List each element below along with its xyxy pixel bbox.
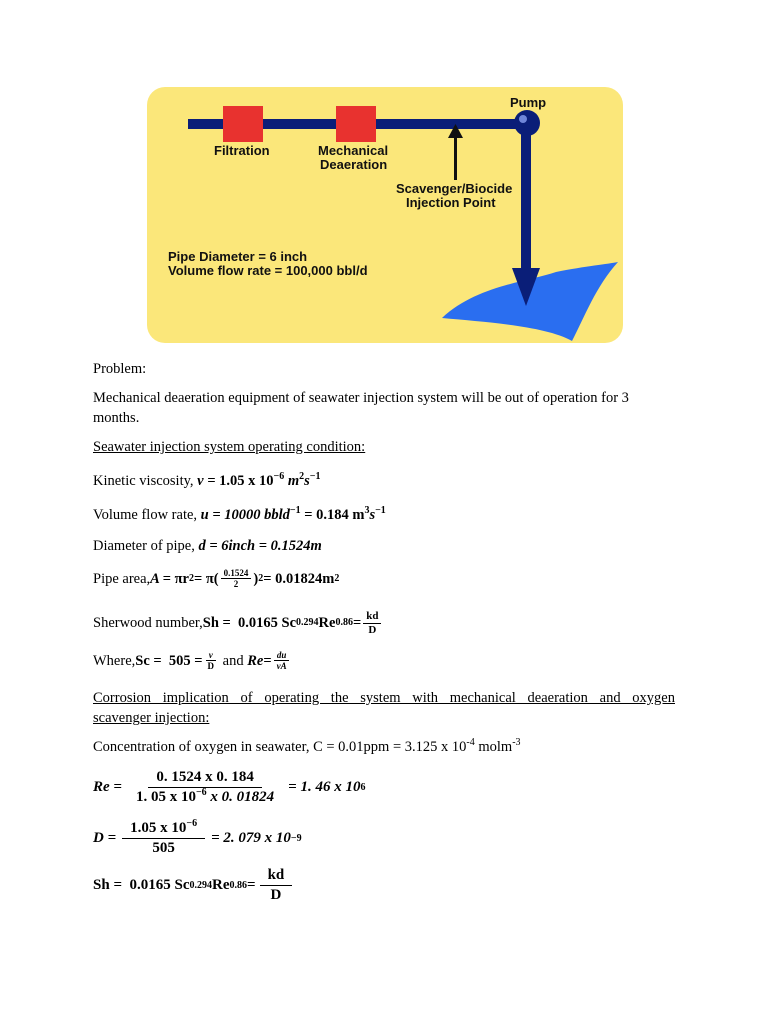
- corrosion-heading-line-2: scavenger injection:: [93, 710, 210, 726]
- pipe-area-line: Pipe area, A = πr 2 = π( $\frac{0.1524}{2}$ ) 2 = 0.01824m 2: [93, 568, 340, 590]
- vertical-pipe: [521, 124, 531, 274]
- du-over-va-fraction: $\frac{du}{vA}$: [274, 650, 290, 672]
- volume-flow-label: Volume flow rate = 100,000 bbl/d: [168, 263, 368, 278]
- oxygen-concentration-line: Concentration of oxygen in seawater, C = 0.01ppm = 3.125 x $10^{-4}$ molm$^{-3}$: [93, 737, 521, 755]
- deaeration-block: [336, 106, 376, 142]
- reynolds-fraction: $\frac{0. 1524 x 0. 184}{1. 05 x 10^{-6} x 0. 01824}$: [135, 769, 275, 806]
- where-line: Where, Sc = 505 = $\frac{v}{D}$ and Re = $\frac{du}{vA}$: [93, 650, 292, 672]
- problem-line-2: months.: [93, 410, 140, 426]
- diameter-line: Diameter of pipe, d = 6inch = 0.1524m: [93, 538, 322, 554]
- filtration-block: [223, 106, 263, 142]
- scavenger-label: Scavenger/Biocide: [396, 181, 513, 196]
- injection-arrow-shaft: [454, 134, 457, 180]
- injection-point-label: Injection Point: [406, 195, 496, 210]
- injection-system-diagram: [146, 86, 624, 344]
- pipe-diameter-label: Pipe Diameter = 6 inch: [168, 249, 308, 264]
- sherwood-kd-fraction: $\frac{kd}{D}$: [260, 866, 293, 906]
- pump-icon: [514, 110, 540, 136]
- filtration-label: Filtration: [214, 143, 270, 158]
- diffusivity-fraction: $\frac{1.05 x 10^{-6}}{505}$: [122, 819, 205, 859]
- operating-heading: Seawater injection system operating condition:: [93, 439, 366, 455]
- diffusivity-calculation: D = $\frac{1.05 x 10^{-6}}{505}$ = 2. 079 x 10 −9: [93, 819, 302, 859]
- problem-line-1: Mechanical deaeration equipment of seawater injection system will be out of operation for 3: [93, 390, 629, 406]
- corrosion-heading-line-1: Corrosion implication of operating the system with mechanical deaeration and oxygen: [93, 690, 675, 706]
- volume-flow-line: Volume flow rate, u = 10000 bbld$^{-1}$ = 0.184 $m^3s^{-1}$: [93, 505, 386, 523]
- diagram-svg: [146, 86, 624, 344]
- sherwood-line: Sherwood number, Sh = 0.0165 Sc 0.294 Re 0.86 = $\frac{kd}{D}$: [93, 610, 383, 636]
- pump-label: Pump: [510, 95, 547, 110]
- kinetic-viscosity-line: Kinetic viscosity, ν = 1.05 x $10^{-6}$ $m^2s^{-1}$: [93, 471, 321, 489]
- pump-highlight: [519, 115, 527, 123]
- mechanical-label: Mechanical: [318, 143, 389, 158]
- area-fraction: $\frac{0.1524}{2}$: [221, 568, 252, 590]
- reynolds-calculation: Re = $\frac{0. 1524 x 0. 184}{1. 05 x 10^{-6} x 0. 01824}$ = 1. 46 x 10 6: [93, 768, 365, 808]
- problem-label: Problem:: [93, 361, 147, 377]
- sherwood-calculation: Sh = 0.0165 Sc 0.294 Re 0.86 = $\frac{kd}{D}$: [93, 866, 294, 906]
- kd-over-d-fraction: $\frac{kd}{D}$: [363, 610, 381, 636]
- v-over-d-fraction: $\frac{v}{D}$: [207, 650, 215, 672]
- deaeration-label: Deaeration: [320, 157, 388, 172]
